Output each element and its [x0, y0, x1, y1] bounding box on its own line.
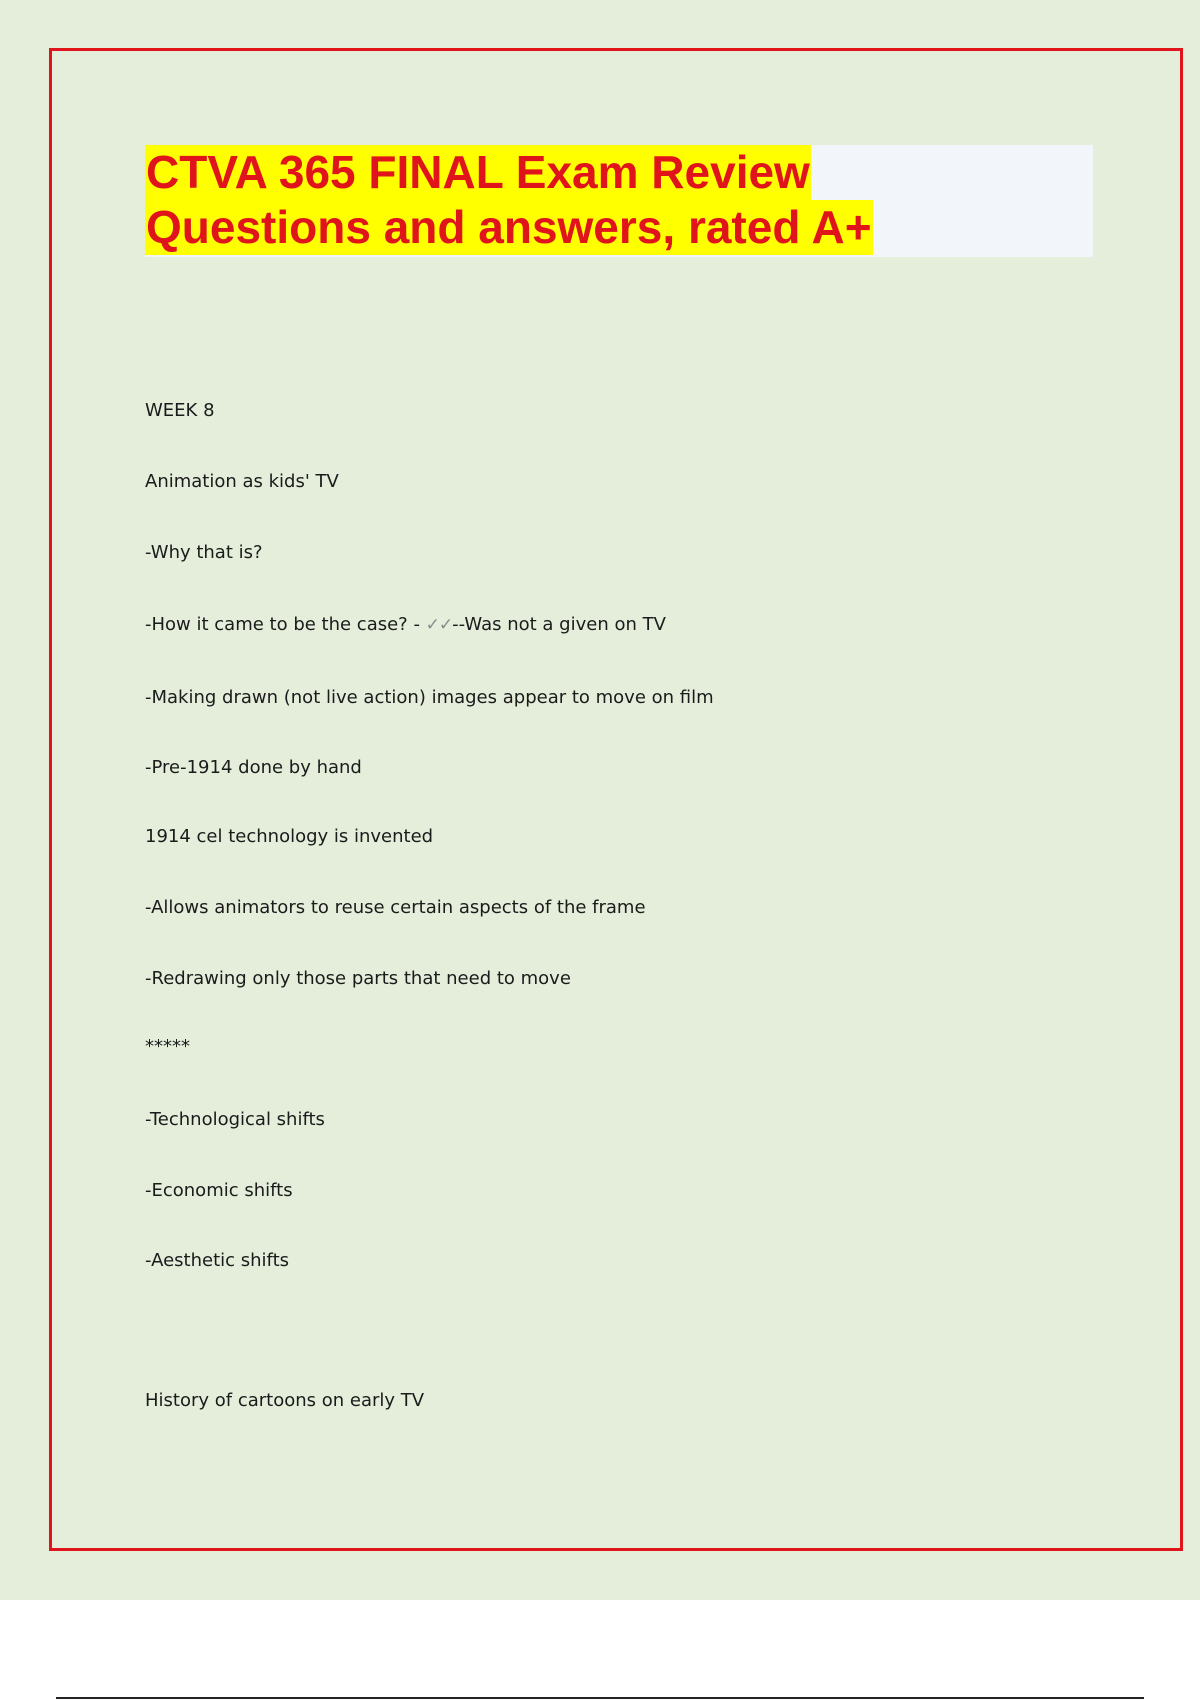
question-line: -Why that is?	[145, 542, 263, 563]
double-check-icon: ✓✓	[425, 615, 453, 635]
title-line-2: Questions and answers, rated A+	[146, 201, 872, 253]
bottom-divider	[56, 1697, 1144, 1699]
list-item: -Pre-1914 done by hand	[145, 757, 362, 778]
list-item: -Aesthetic shifts	[145, 1250, 290, 1271]
page-border	[49, 48, 1183, 1551]
list-item: -Making drawn (not live action) images appear to move on film	[145, 687, 714, 708]
answer-text: --Was not a given on TV	[452, 614, 666, 635]
topic-heading: History of cartoons on early TV	[145, 1390, 425, 1411]
list-item: -Technological shifts	[145, 1109, 325, 1130]
question-text: -How it came to be the case? -	[145, 614, 426, 635]
list-item: 1914 cel technology is invented	[145, 826, 434, 847]
separator-stars: *****	[145, 1036, 190, 1057]
document-title	[145, 145, 1093, 257]
week-heading: WEEK 8	[145, 400, 215, 421]
title-line-1: CTVA 365 FINAL Exam Review	[146, 146, 810, 198]
topic-heading: Animation as kids' TV	[145, 471, 339, 492]
list-item: -Economic shifts	[145, 1180, 293, 1201]
list-item: -Allows animators to reuse certain aspects of the frame	[145, 897, 646, 918]
list-item: -Redrawing only those parts that need to move	[145, 968, 571, 989]
question-answer-line	[145, 613, 666, 637]
